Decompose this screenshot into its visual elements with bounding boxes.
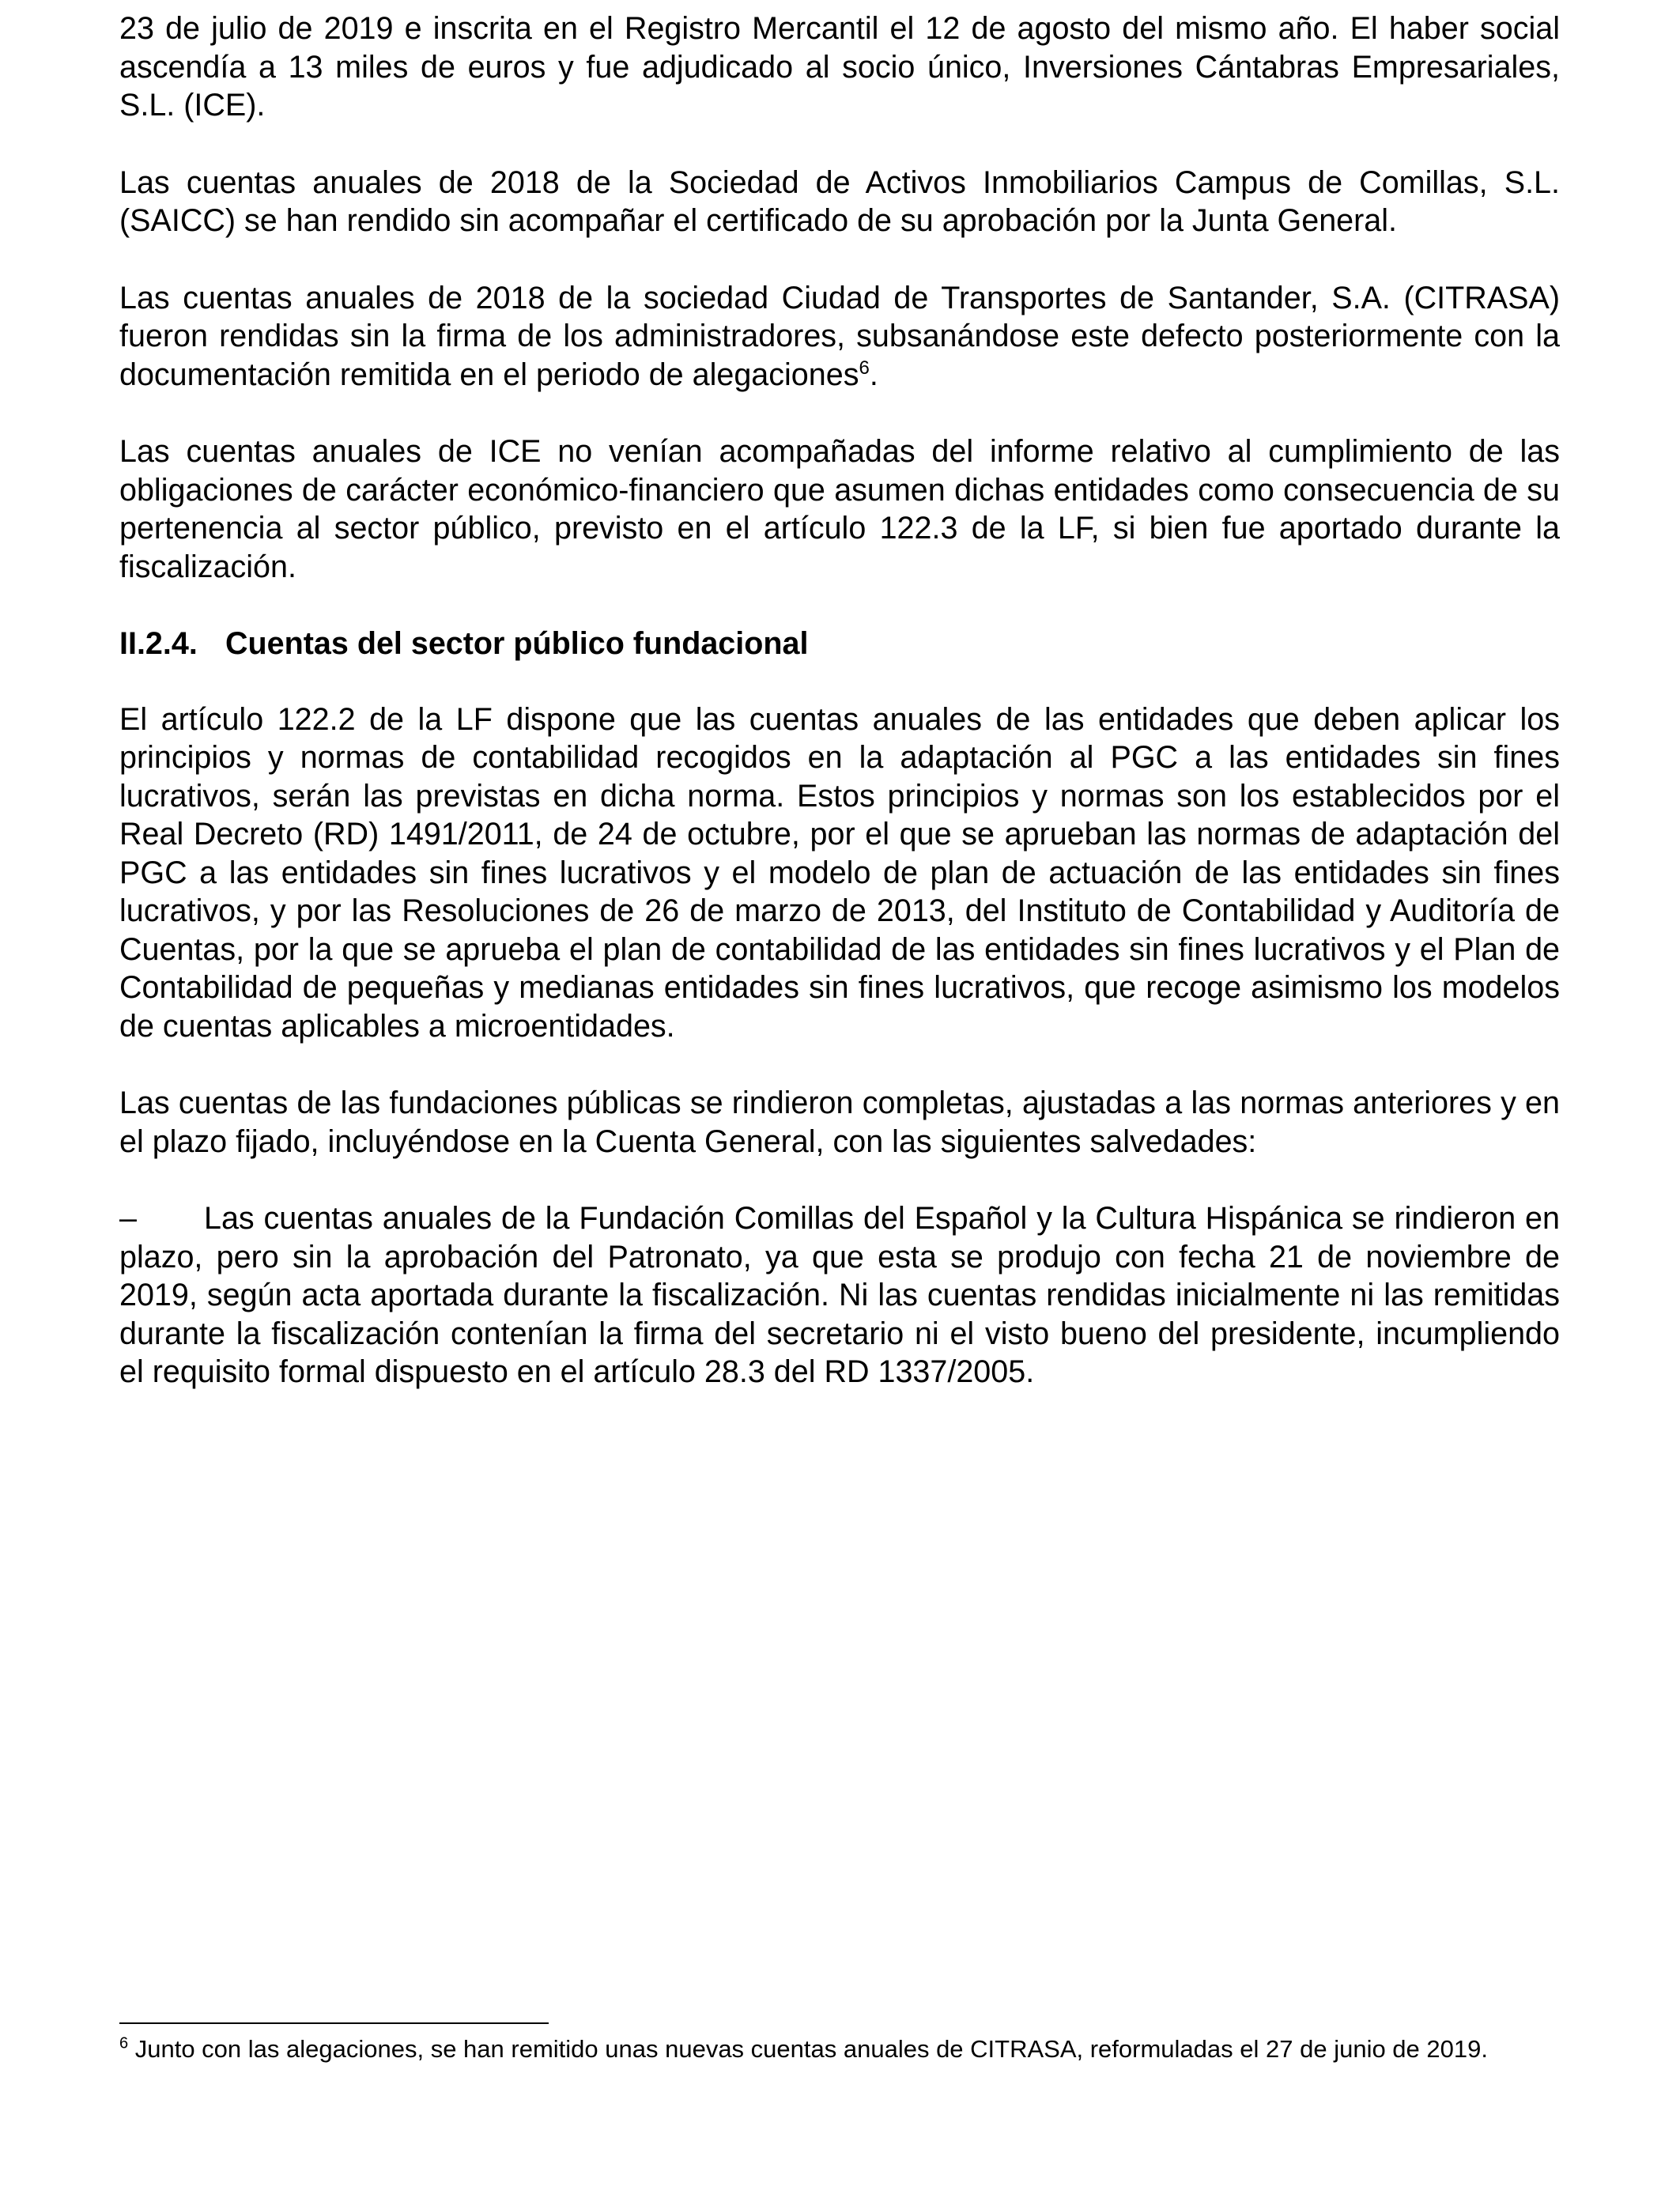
- footnote-reference[interactable]: 6: [859, 357, 870, 379]
- footnote-text: Junto con las alegaciones, se han remitido unas nuevas cuentas anuales de CITRASA, reformuladas el 27 de junio de 2019.: [128, 2035, 1488, 2063]
- paragraph-foundations-accounts: Las cuentas de las fundaciones públicas se rindieron completas, ajustadas a las normas anteriores y en el plazo fijado, incluyéndose en la Cuenta General, con las siguientes salvedades:: [119, 1086, 1560, 1159]
- footnote: [119, 2034, 1560, 2064]
- paragraph-citrasa-accounts: [119, 279, 1560, 395]
- section-title: Cuentas del sector público fundacional: [225, 626, 809, 661]
- section-number: II.2.4.: [119, 626, 198, 661]
- paragraph-saicc-accounts: Las cuentas anuales de 2018 de la Sociedad de Activos Inmobiliarios Campus de Comillas, S.L. (SAICC) se han rendido sin acompañar el certificado de su aprobación por la Junta General.: [119, 164, 1560, 238]
- paragraph-ice-registration: 23 de julio de 2019 e inscrita en el Registro Mercantil el 12 de agosto del mismo año. El haber social ascendía a 13 miles de euros y fue adjudicado al socio único, Inversiones Cántabras Empresariales, S.L. (ICE).: [119, 11, 1560, 123]
- section-heading: [119, 625, 1560, 663]
- document-body: [119, 9, 1560, 1392]
- paragraph-citrasa-end: .: [869, 357, 878, 392]
- list-item-text: Las cuentas anuales de la Fundación Comillas del Español y la Cultura Hispánica se rindieron en plazo, pero sin la aprobación del Patronato, ya que esta se produjo con fecha 21 de noviembre de 2019, según acta aportada durante la fiscalización. Ni las cuentas rendidas inicialmente ni las remitidas durante la fiscalización contenían la firma del secretario ni el visto bueno del presidente, incumpliendo el requisito formal dispuesto en el artículo 28.3 del RD 1337/2005.: [119, 1201, 1560, 1389]
- paragraph-lf-article: El artículo 122.2 de la LF dispone que las cuentas anuales de las entidades que deben aplicar los principios y normas de contabilidad recogidos en la adaptación al PGC a las entidades sin fines lucrativos, serán las previstas en dicha norma. Estos principios y normas son los establecidos por el Real Decreto (RD) 1491/2011, de 24 de octubre, por el que se aprueban las normas de adaptación del PGC a las entidades sin fines lucrativos y el modelo de plan de actuación de las entidades sin fines lucrativos, y por las Resoluciones de 26 de marzo de 2013, del Instituto de Contabilidad y Auditoría de Cuentas, por la que se aprueba el plan de contabilidad de las entidades sin fines lucrativos y el Plan de Contabilidad de pequeñas y medianas entidades sin fines lucrativos, que recoge asimismo los modelos de cuentas aplicables a microentidades.: [119, 701, 1560, 1044]
- list-item-fundacion-comillas: [119, 1199, 1560, 1392]
- dash-bullet-marker: –: [119, 1201, 137, 1236]
- paragraph-citrasa-text: Las cuentas anuales de 2018 de la sociedad Ciudad de Transportes de Santander, S.A. (CITRASA) fueron rendidas sin la firma de los administradores, subsanándose este defecto posteriormente con la documentación remitida en el periodo de alegaciones: [119, 280, 1560, 392]
- paragraph-ice-report: Las cuentas anuales de ICE no venían acompañadas del informe relativo al cumplimiento de las obligaciones de carácter económico-financiero que asumen dichas entidades como consecuencia de su pertenencia al sector público, previsto en el artículo 122.3 de la LF, si bien fue aportado durante la fiscalización.: [119, 434, 1560, 584]
- footnote-number: 6: [119, 2034, 129, 2052]
- footnote-separator: [119, 2022, 549, 2024]
